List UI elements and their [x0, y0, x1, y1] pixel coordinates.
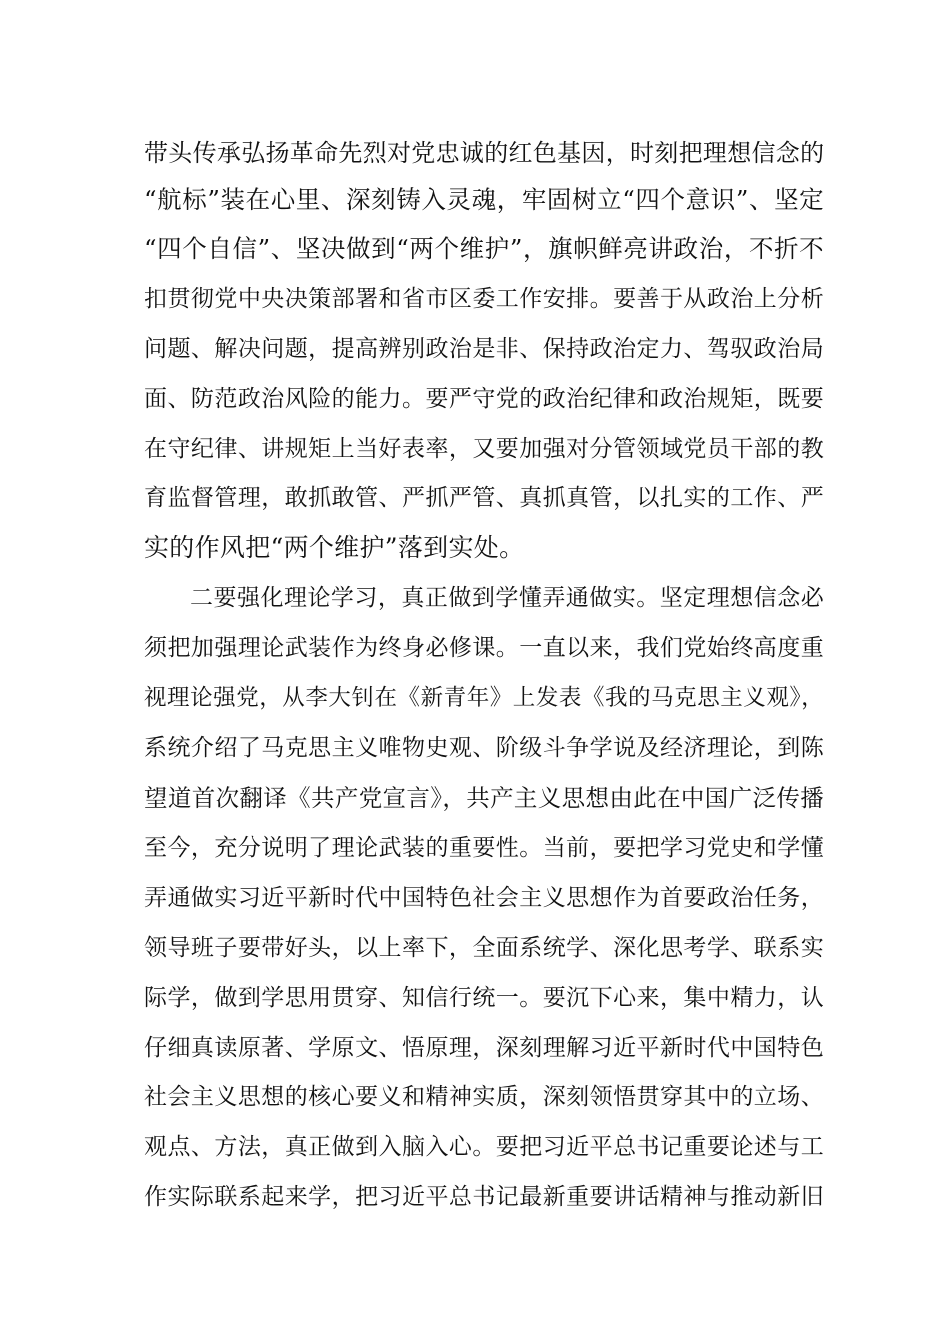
paragraph-first-line: 二要强化理论学习，真正做到学懂弄通做实。坚定理想信念必 [190, 585, 824, 611]
text-line: “四个自信”、坚决做到“两个维护”，旗帜鲜亮讲政治，不折不 [144, 234, 824, 263]
text-line: 领导班子要带好头，以上率下，全面系统学、深化思考学、联系实 [144, 935, 824, 961]
text-line: 实的作风把“两个维护”落到实处。 [144, 533, 525, 562]
text-line: 社会主义思想的核心要义和精神实质，深刻领悟贯穿其中的立场、 [144, 1084, 824, 1110]
text-line: 面、防范政治风险的能力。要严守党的政治纪律和政治规矩，既要 [144, 386, 824, 412]
text-line: 视理论强党，从李大钊在《新青年》上发表《我的马克思主义观》， [144, 685, 824, 711]
text-line: 系统介绍了马克思主义唯物史观、阶级斗争学说及经济理论，到陈 [144, 735, 824, 761]
text-line: 扣贯彻党中央决策部署和省市区委工作安排。要善于从政治上分析 [144, 286, 824, 312]
text-line: 须把加强理论武装作为终身必修课。一直以来，我们党始终高度重 [144, 635, 824, 661]
text-line: 仔细真读原著、学原文、悟原理，深刻理解习近平新时代中国特色 [144, 1035, 824, 1061]
text-line: 观点、方法，真正做到入脑入心。要把习近平总书记重要论述与工 [144, 1134, 824, 1160]
text-line: 至今，充分说明了理论武装的重要性。当前，要把学习党史和学懂 [144, 835, 824, 861]
text-line: 在守纪律、讲规矩上当好表率，又要加强对分管领域党员干部的教 [144, 436, 824, 462]
text-line: 弄通做实习近平新时代中国特色社会主义思想作为首要政治任务， [144, 885, 824, 911]
text-line: 际学，做到学思用贯穿、知信行统一。要沉下心来，集中精力，认 [144, 985, 824, 1011]
text-line: 问题、解决问题，提高辨别政治是非、保持政治定力、驾驭政治局 [144, 336, 824, 362]
text-line: 望道首次翻译《共产党宣言》，共产主义思想由此在中国广泛传播 [144, 784, 824, 812]
text-line: “航标”装在心里、深刻铸入灵魂，牢固树立“四个意识”、坚定 [144, 185, 824, 214]
text-line: 作实际联系起来学，把习近平总书记最新重要讲话精神与推动新旧 [144, 1184, 824, 1210]
text-line: 带头传承弘扬革命先烈对党忠诚的红色基因，时刻把理想信念的 [144, 139, 825, 167]
text-line: 育监督管理，敢抓敢管、严抓严管、真抓真管，以扎实的工作、严 [144, 485, 824, 511]
